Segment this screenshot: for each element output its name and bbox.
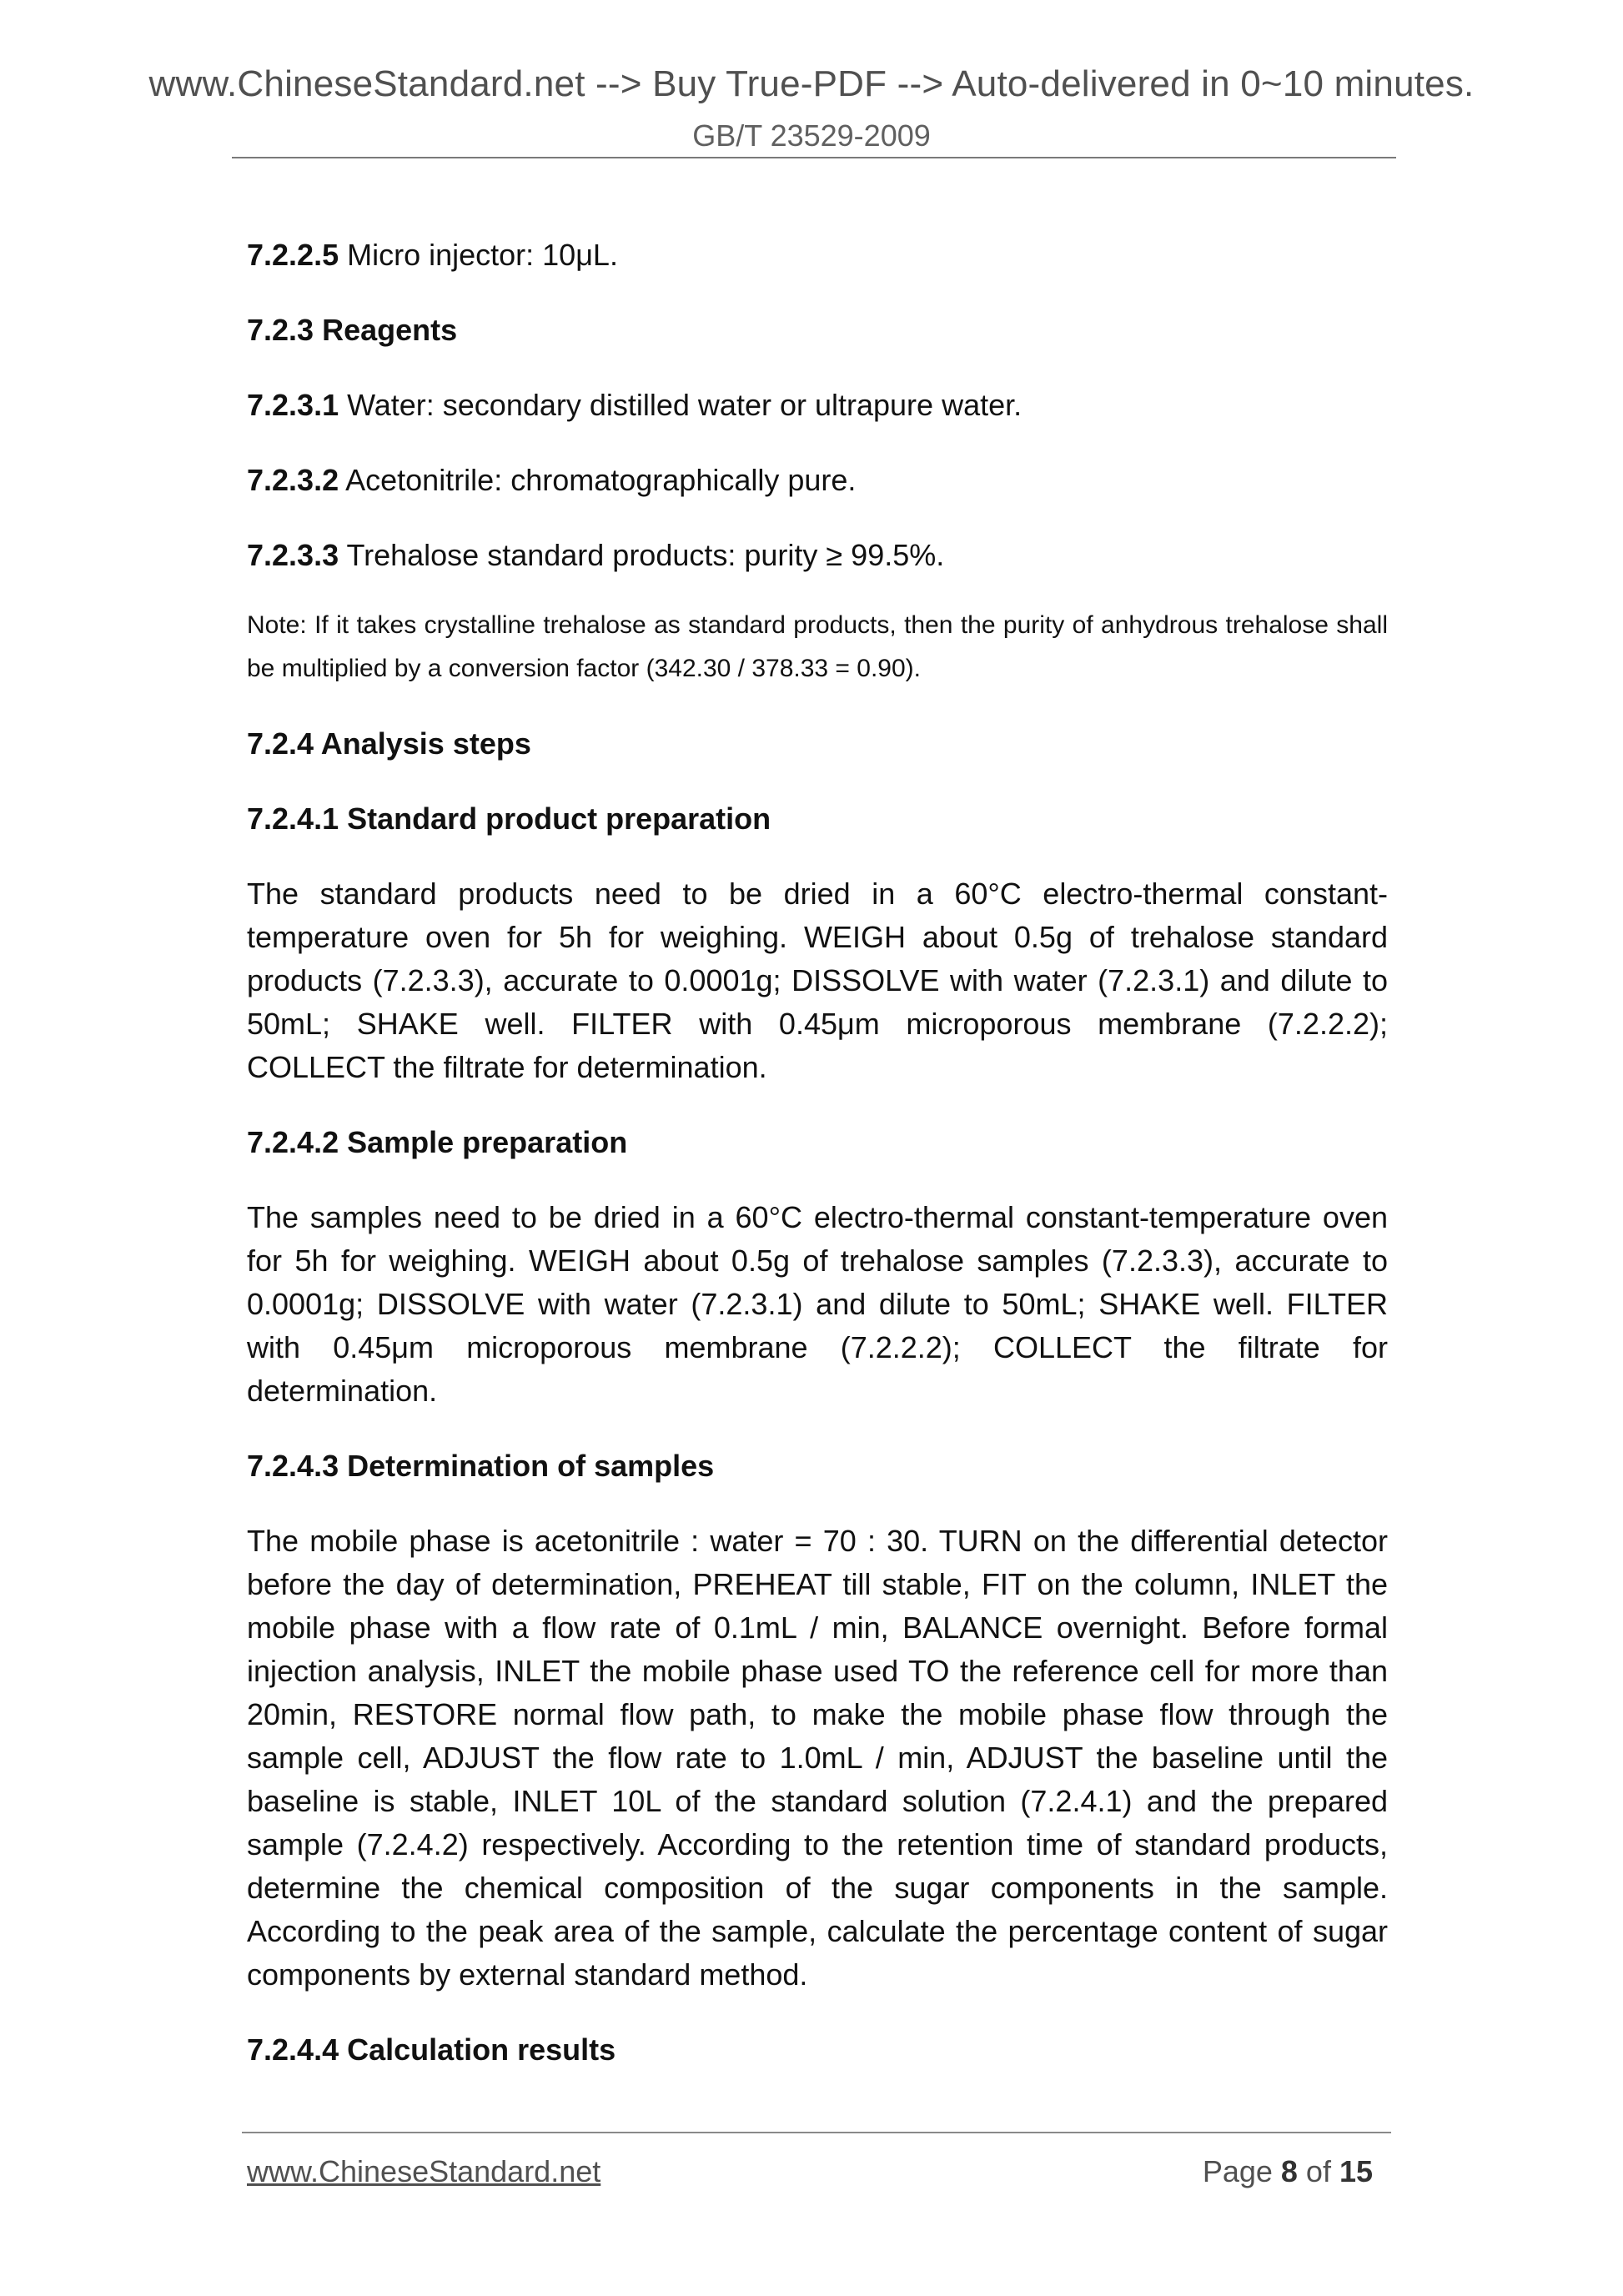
sample-preparation-text: The samples need to be dried in a 60°C electro-thermal constant-temperature oven for 5h for weighing. WEIGH about 0.5g of trehalose samples (7.2.3.3), accurate to 0.0001g; DISSOLVE with water (7.2.3.1) and dilute to 50mL; SHAKE well. FILTER with 0.45μm microporous membrane (7.2.2.2); COLLECT the filtrate for determination. [247,1200,1388,1408]
heading-standard-product-preparation: 7.2.4.1 Standard product preparation [247,801,771,836]
page-total: 15 [1339,2154,1373,2188]
heading-analysis-steps: 7.2.4 Analysis steps [247,726,531,761]
page-prefix: Page [1202,2154,1281,2188]
clause-number: 7.2.3.2 [247,463,339,497]
page-of: of [1297,2154,1339,2188]
clause-text: Micro injector: 10μL. [339,238,618,272]
clause-7-2-3-2 [247,459,1388,502]
clause-7-2-3-3 [247,534,1388,577]
heading-calculation-results: 7.2.4.4 Calculation results [247,2032,616,2067]
clause-number: 7.2.2.5 [247,238,339,272]
heading-reagents: 7.2.3 Reagents [247,313,458,347]
clause-7-2-3-1 [247,384,1388,427]
header-banner: www.ChineseStandard.net --> Buy True-PDF --> Auto-delivered in 0~10 minutes. [148,63,1475,104]
clause-number: 7.2.3.1 [247,388,339,422]
heading-sample-preparation: 7.2.4.2 Sample preparation [247,1125,628,1159]
header-divider [232,157,1396,158]
determination-of-samples-text: The mobile phase is acetonitrile : water = 70 : 30. TURN on the differential detector before the day of determination, PREHEAT till stable, FIT on the column, INLET the mobile phase with a flow rate of 0.1mL / min, BALANCE overnight. Before formal injection analysis, INLET the mobile phase used TO the reference cell for more than 20min, RESTORE normal flow path, to make the mobile phase flow through the sample cell, ADJUST the flow rate to 1.0mL / min, ADJUST the baseline until the baseline is stable, INLET 10L of the standard solution (7.2.4.1) and the prepared sample (7.2.4.2) respectively. According to the retention time of standard products, determine the chemical composition of the sugar components in the sample. According to the peak area of the sample, calculate the percentage content of sugar components by external standard method. [247,1524,1388,1992]
standard-id: GB/T 23529-2009 [692,118,931,153]
clause-text: Water: secondary distilled water or ultrapure water. [339,388,1023,422]
document-body [247,234,1388,2103]
standard-product-preparation-text: The standard products need to be dried in a 60°C electro-thermal constant-temperature oven for 5h for weighing. WEIGH about 0.5g of trehalose standard products (7.2.3.3), accurate to 0.0001g; DISSOLVE with water (7.2.3.1) and dilute to 50mL; SHAKE well. FILTER with 0.45μm microporous membrane (7.2.2.2); COLLECT the filtrate for determination. [247,877,1388,1084]
clause-number: 7.2.3.3 [247,538,339,572]
footer-divider [242,2132,1391,2133]
clause-text: Acetonitrile: chromatographically pure. [339,463,857,497]
clause-text: Trehalose standard products: purity ≥ 99.5%. [339,538,945,572]
heading-determination-of-samples: 7.2.4.3 Determination of samples [247,1449,715,1483]
conversion-note: Note: If it takes crystalline trehalose as standard products, then the purity of anhydrous trehalose shall be multiplied by a conversion factor (342.30 / 378.33 = 0.90). [247,611,1388,682]
footer-site-link[interactable]: www.ChineseStandard.net [247,2154,601,2188]
page-current: 8 [1280,2154,1298,2188]
clause-7-2-2-5 [247,234,1388,277]
page-indicator [1203,2154,1373,2189]
